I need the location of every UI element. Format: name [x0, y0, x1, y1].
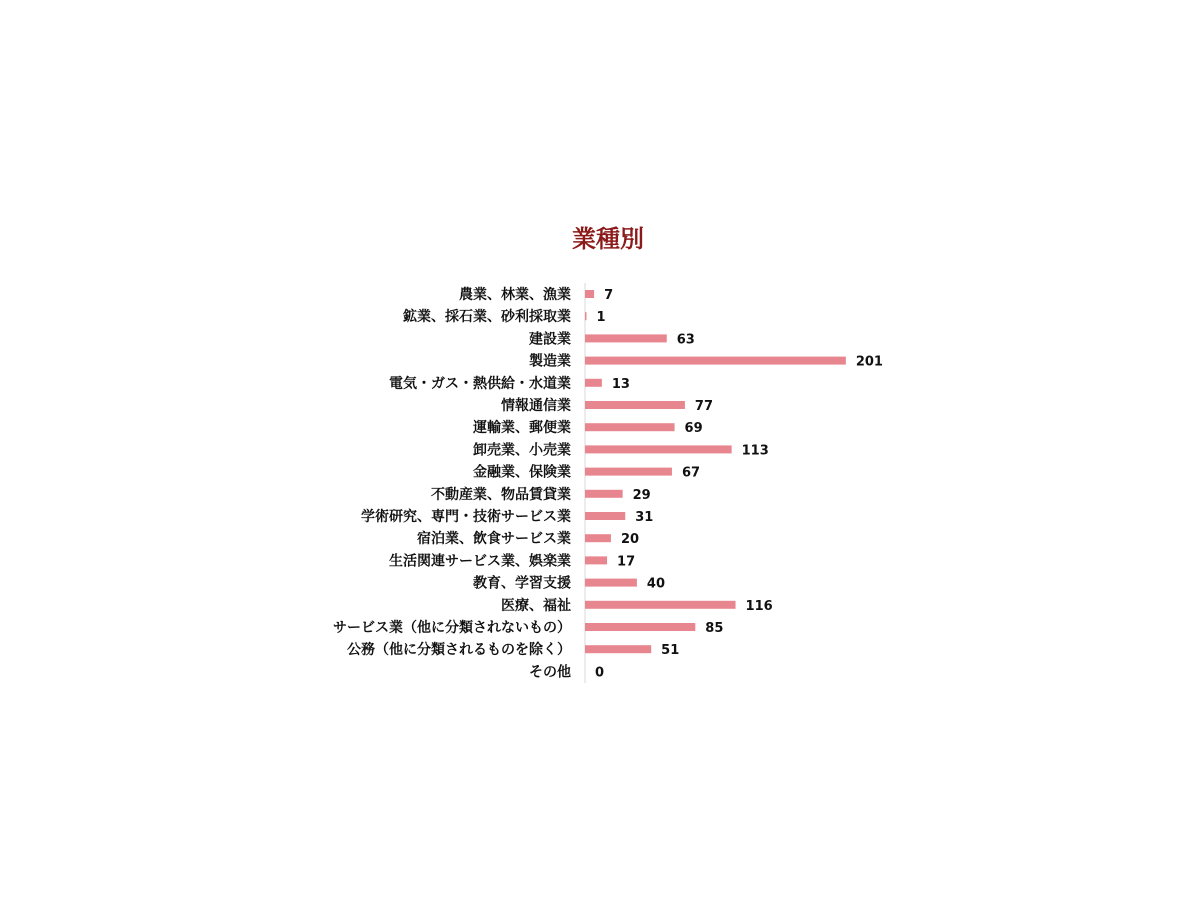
bars-group	[333, 286, 883, 680]
category-label: 鉱業、採石業、砂利採取業	[403, 309, 571, 326]
category-label: 製造業	[529, 353, 571, 370]
category-label: 電気・ガス・熱供給・水道業	[389, 375, 571, 392]
category-label: 農業、林業、漁業	[459, 287, 571, 303]
data-label: 0	[595, 665, 605, 681]
data-label: 31	[635, 510, 654, 525]
data-label: 20	[620, 532, 640, 548]
bar	[585, 579, 637, 587]
data-label: 63	[676, 332, 695, 348]
data-label: 201	[855, 354, 883, 370]
bar	[585, 534, 611, 542]
category-label: 生活関連サービス業、娯楽業	[389, 553, 571, 570]
bar	[585, 312, 587, 320]
data-label: 116	[745, 598, 773, 614]
bar	[585, 468, 672, 476]
bar	[585, 556, 607, 564]
category-label: 情報通信業	[501, 398, 571, 414]
category-label: 不動産業、物品賃貸業	[431, 486, 571, 503]
data-label: 17	[617, 554, 636, 570]
category-label: 公務（他に分類されるものを除く）	[347, 642, 571, 659]
data-label: 29	[632, 487, 651, 503]
bar	[585, 290, 594, 298]
category-label: 学術研究、専門・技術サービス業	[361, 509, 571, 525]
bar	[585, 423, 675, 431]
data-label: 51	[661, 643, 680, 659]
data-label: 7	[604, 288, 614, 303]
bar	[585, 379, 602, 387]
bar	[585, 490, 623, 498]
chart-title: 業種別	[572, 225, 644, 253]
data-label: 77	[694, 399, 714, 414]
category-label: サービス業（他に分類されないもの）	[333, 620, 571, 636]
category-label: 建設業	[529, 331, 571, 348]
data-label: 13	[611, 376, 630, 392]
bar	[585, 357, 846, 365]
category-label: 宿泊業、飲食サービス業	[417, 531, 571, 548]
category-label: 運輸業、郵便業	[473, 420, 571, 437]
category-label: 医療、福祉	[501, 597, 571, 614]
category-label: 卸売業、小売業	[473, 442, 571, 459]
category-label: 金融業、保険業	[473, 464, 571, 481]
data-label: 1	[596, 310, 606, 326]
bar	[585, 512, 625, 520]
bar	[585, 401, 685, 409]
category-label: 教育、学習支援	[473, 575, 571, 592]
data-label: 67	[681, 465, 701, 481]
data-label: 69	[684, 421, 703, 437]
bar	[585, 623, 695, 631]
bar	[585, 645, 651, 653]
bar	[585, 445, 732, 453]
data-label: 40	[646, 576, 666, 592]
category-label: その他	[529, 664, 571, 681]
bar	[585, 601, 736, 609]
data-label: 85	[705, 621, 724, 636]
data-label: 113	[741, 443, 769, 459]
bar	[585, 334, 667, 342]
